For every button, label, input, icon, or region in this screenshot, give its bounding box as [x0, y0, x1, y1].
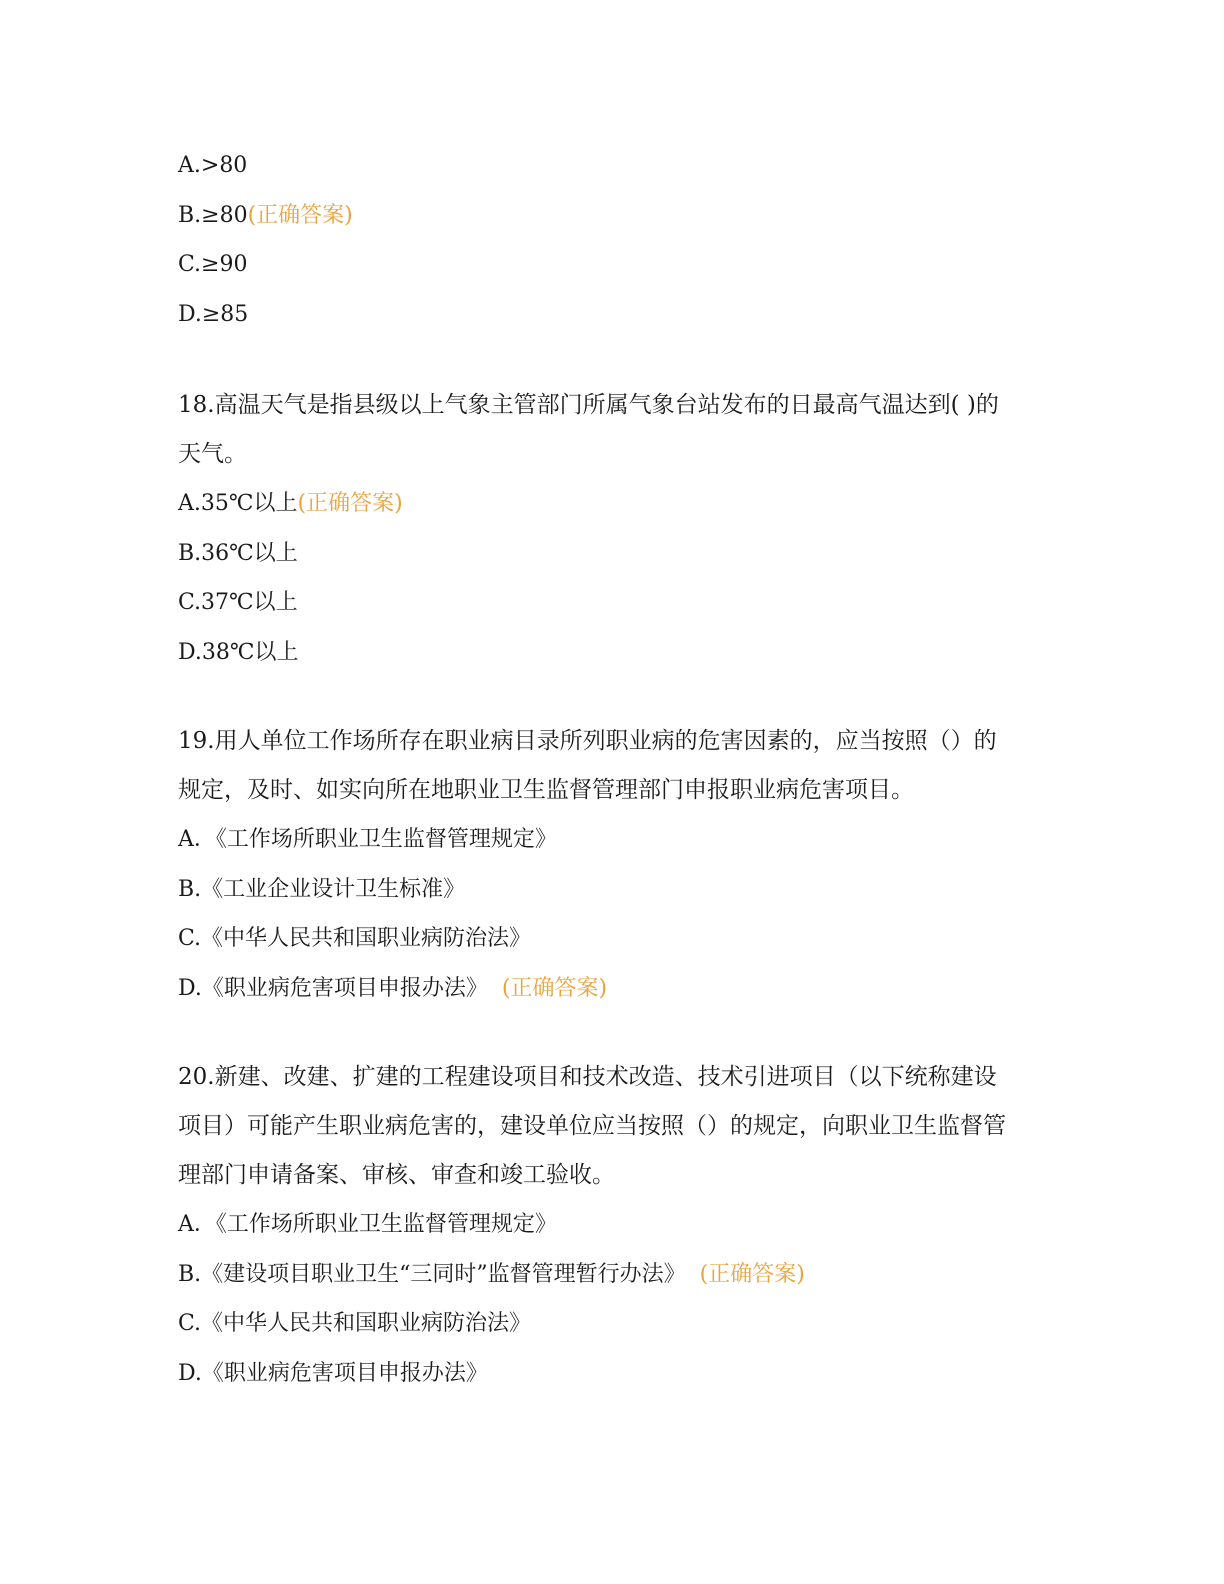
option-text: C.《中华人民共和国职业病防治法》: [178, 1311, 532, 1336]
q17-option-b: [178, 196, 1058, 246]
q18-option-d: [178, 633, 1058, 683]
option-text: B.36℃以上: [178, 540, 298, 566]
option-text: A．《工作场所职业卫生监督管理规定》: [178, 1212, 557, 1237]
q20-option-b: [178, 1255, 1058, 1305]
option-text: C.37℃以上: [178, 590, 298, 615]
option-text: B.《建设项目职业卫生“三同时”监督管理暂行办法》: [178, 1261, 686, 1287]
option-text: D.38℃以上: [178, 639, 299, 665]
option-text: C.《中华人民共和国职业病防治法》: [178, 926, 532, 951]
q19-option-c: [178, 919, 1058, 969]
option-text: D.《职业病危害项目申报办法》: [178, 975, 488, 1001]
option-text: B.《工业企业设计卫生标准》: [178, 876, 466, 902]
q20-stem: [178, 1053, 1058, 1200]
q19-option-d: [178, 969, 1058, 1019]
q20-option-a: [178, 1205, 1058, 1255]
q18-option-b: [178, 534, 1058, 584]
q17-option-c: [178, 245, 1058, 295]
correct-answer-marker: (正确答案): [501, 975, 608, 1001]
q18-stem-line-1: 18.高温天气是指县级以上气象主管部门所属气象台站发布的日最高气温达到( )的: [178, 392, 999, 418]
q18-stem-line-2: 天气。: [178, 441, 247, 467]
correct-answer-marker: (正确答案): [247, 202, 353, 228]
q19-stem: [178, 717, 1058, 815]
option-text: D.《职业病危害项目申报办法》: [178, 1360, 488, 1386]
q18-stem: [178, 381, 1058, 479]
q20-option-d: [178, 1354, 1058, 1404]
q20-stem-line-1: 20.新建、改建、扩建的工程建设项目和技术改造、技术引进项目（以下统称建设: [178, 1064, 997, 1090]
option-text: A．《工作场所职业卫生监督管理规定》: [178, 827, 557, 852]
correct-answer-marker: (正确答案): [699, 1261, 805, 1287]
q19-option-a: [178, 820, 1058, 870]
correct-answer-marker: (正确答案): [297, 491, 403, 516]
option-text: B.≥80: [178, 202, 248, 228]
q19-stem-line-1: 19.用人单位工作场所存在职业病目录所列职业病的危害因素的，应当按照（）的: [178, 728, 997, 754]
q20-option-c: [178, 1304, 1058, 1354]
q17-option-d: [178, 295, 1058, 345]
q19-option-b: [178, 870, 1058, 920]
q20-stem-line-3: 理部门申请备案、审核、审查和竣工验收。: [178, 1162, 615, 1188]
q17-option-a: [178, 146, 1058, 196]
q18-option-a: [178, 484, 1058, 534]
option-text: C.≥90: [178, 252, 248, 277]
option-text: D.≥85: [178, 301, 249, 327]
q18-option-c: [178, 583, 1058, 633]
option-text: A.>80: [178, 153, 248, 178]
option-text: A.35℃以上: [178, 491, 298, 516]
q20-stem-line-2: 项目）可能产生职业病危害的，建设单位应当按照（）的规定，向职业卫生监督管: [178, 1113, 1006, 1139]
document-page: [178, 146, 1058, 1403]
q19-stem-line-2: 规定，及时、如实向所在地职业卫生监督管理部门申报职业病危害项目。: [178, 777, 914, 803]
